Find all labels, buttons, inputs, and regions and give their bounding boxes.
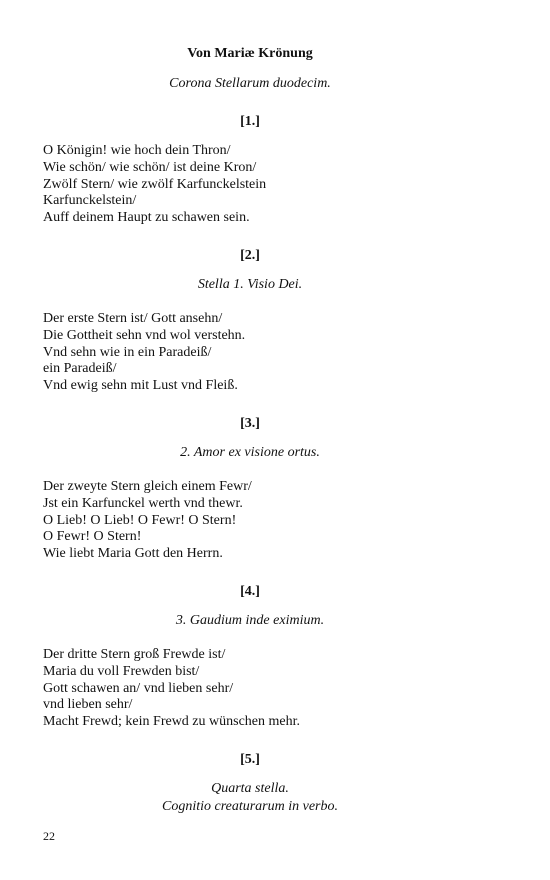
verse-line: ein Paradeiß/ <box>43 361 117 377</box>
verse-line: Zwölf Stern/ wie zwölf Karfunckelstein <box>43 176 267 192</box>
verse-line: Wie liebt Maria Gott den Herrn. <box>43 546 223 562</box>
stanza-number-3: [3.] <box>240 416 260 431</box>
verse-line: O Königin! wie hoch dein Thron/ <box>43 143 231 158</box>
stanza-heading-5-line-2: Cognitio creaturarum in verbo. <box>161 799 339 814</box>
verse-line: Karfunckelstein/ <box>43 193 137 209</box>
stanza-heading-4: 3. Gaudium inde eximium. <box>175 613 325 628</box>
stanza-number-2: [2.] <box>240 248 260 263</box>
verse-line: Wie schön/ wie schön/ ist deine Kron/ <box>43 159 257 175</box>
verse-line: Gott schawen an/ vnd lieben sehr/ <box>43 680 234 696</box>
stanza-number-5: [5.] <box>240 752 260 767</box>
verse-line: vnd lieben sehr/ <box>43 697 133 713</box>
verse-line: Macht Frewd; kein Frewd zu wünschen mehr. <box>43 714 300 730</box>
verse-line: O Lieb! O Lieb! O Fewr! O Stern! <box>43 512 237 528</box>
verse-line: Die Gottheit sehn vnd wol verstehn. <box>43 327 246 343</box>
verse-line: Maria du voll Frewden bist/ <box>43 663 200 679</box>
verse-line: Vnd ewig sehn mit Lust vnd Fleiß. <box>43 378 238 394</box>
stanza-2 <box>43 311 473 395</box>
verse-line: Vnd sehn wie in ein Paradeiß/ <box>43 344 212 360</box>
stanza-heading-5: Quarta stella. <box>211 781 289 796</box>
stanza-1 <box>43 143 473 227</box>
stanza-heading-2: Stella 1. Visio Dei. <box>197 277 303 292</box>
stanza-number-1: [1.] <box>240 114 260 129</box>
poem-subtitle: Corona Stellarum duodecim. <box>169 76 331 91</box>
verse-line: Der zweyte Stern gleich einem Fewr/ <box>43 479 252 494</box>
stanza-number-4: [4.] <box>240 584 260 599</box>
stanza-4 <box>43 647 473 731</box>
verse-line: Der erste Stern ist/ Gott ansehn/ <box>43 311 223 326</box>
verse-line: O Fewr! O Stern! <box>43 529 142 545</box>
verse-line: Jst ein Karfunckel werth vnd thewr. <box>43 495 243 511</box>
poem-title: Von Mariæ Krönung <box>187 46 313 61</box>
stanza-3 <box>43 479 473 563</box>
stanza-heading-3: 2. Amor ex visione ortus. <box>180 445 320 460</box>
verse-line: Der dritte Stern groß Frewde ist/ <box>43 647 226 662</box>
verse-line: Auff deinem Haupt zu schawen sein. <box>43 210 250 226</box>
page-number: 22 <box>43 829 55 843</box>
